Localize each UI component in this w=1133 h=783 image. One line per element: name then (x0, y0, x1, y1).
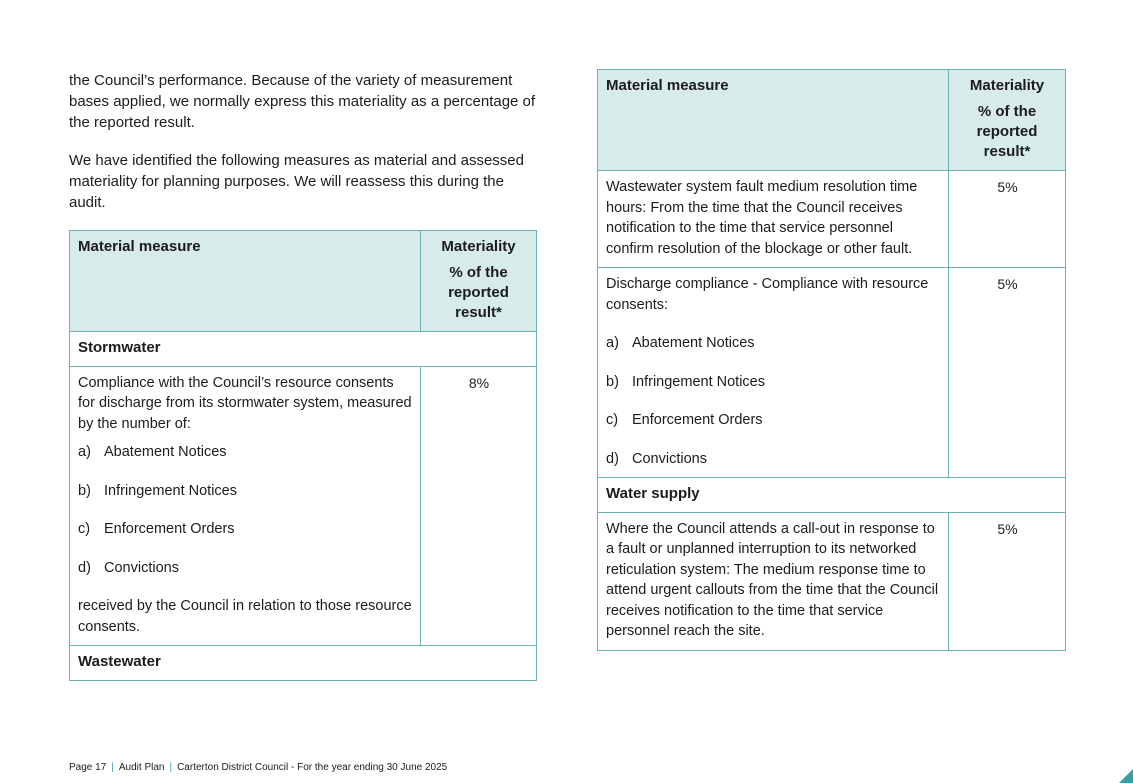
list-item (78, 481, 413, 502)
footer-section: Audit Plan (118, 762, 165, 773)
col-header-materiality (949, 70, 1066, 171)
table-row (70, 366, 537, 646)
section-stormwater: Stormwater (70, 332, 537, 367)
corner-accent-triangle (1119, 769, 1133, 783)
materiality-value: 5% (949, 512, 1066, 650)
list-item (606, 410, 941, 431)
measure-text: Compliance with the Council’s resource consents for discharge from its stormwater system, measured by the number of: (78, 374, 412, 432)
right-column (597, 69, 1066, 651)
col-header-materiality-title: Materiality (969, 77, 1045, 94)
intro-paragraph-2: We have identified the following measures as material and assessed materiality for planning purposes. We will reassess this during the audit. (69, 152, 524, 211)
measure-list (78, 442, 413, 578)
left-column (69, 70, 537, 681)
list-label: Enforcement Orders (104, 521, 235, 537)
col-header-measure: Material measure (598, 70, 949, 171)
col-header-materiality-sub: % of the reported result* (976, 103, 1038, 160)
section-wastewater: Wastewater (70, 646, 537, 681)
footer-document-title: Carterton District Council - For the year ending 30 June 2025 (177, 762, 448, 773)
col-header-materiality (421, 231, 537, 332)
footer-separator: | (169, 762, 173, 773)
table-row (598, 268, 1066, 478)
list-item (606, 333, 941, 354)
col-header-materiality-sub: % of the reported result* (448, 264, 509, 321)
section-water-supply: Water supply (598, 478, 1066, 513)
measure-trailing-text: received by the Council in relation to those resource consents. (78, 598, 412, 635)
measure-cell (70, 366, 421, 646)
materiality-value: 5% (949, 268, 1066, 478)
measure-cell (598, 268, 949, 478)
table-row (598, 512, 1066, 650)
list-item (78, 558, 413, 579)
measure-list (606, 333, 941, 469)
list-letter: d) (78, 559, 91, 576)
measure-cell: Wastewater system fault medium resolution time hours: From the time that the Council receives notification to the time that service personnel confirm resolution of the blockage or other fault. (598, 171, 949, 268)
materiality-value: 8% (421, 366, 537, 646)
measure-cell: Where the Council attends a call-out in response to a fault or unplanned interruption to its networked reticulation system: The medium response time to attend urgent callouts from the time that the Council receives notification to the time that service personnel reach the site. (598, 512, 949, 650)
list-label: Convictions (104, 559, 179, 576)
list-label: Abatement Notices (104, 444, 227, 460)
intro-paragraph-1: the Council’s performance. Because of the variety of measurement bases applied, we normally express this materiality as a percentage of the reported result. (69, 72, 536, 131)
footer-page-number: Page 17 (69, 762, 107, 773)
list-item (78, 519, 413, 540)
list-item (606, 449, 941, 470)
col-header-materiality-title: Materiality (441, 238, 516, 255)
list-label: Infringement Notices (632, 373, 765, 390)
list-letter: d) (606, 450, 619, 467)
measure-text: Discharge compliance - Compliance with resource consents: (606, 276, 929, 313)
table-row (598, 171, 1066, 268)
list-letter: c) (606, 412, 619, 428)
list-item (606, 372, 941, 393)
list-label: Abatement Notices (632, 335, 755, 351)
list-letter: a) (78, 444, 91, 460)
materiality-value: 5% (949, 171, 1066, 268)
materiality-table-right (597, 69, 1066, 651)
page-footer (69, 762, 447, 773)
list-letter: c) (78, 521, 91, 537)
list-letter: a) (606, 335, 619, 351)
col-header-measure: Material measure (70, 231, 421, 332)
list-letter: b) (606, 373, 619, 390)
list-label: Convictions (632, 450, 707, 467)
list-letter: b) (78, 482, 91, 499)
list-item (78, 442, 413, 463)
list-label: Infringement Notices (104, 482, 237, 499)
footer-separator: | (111, 762, 114, 773)
materiality-table-left (69, 230, 537, 681)
list-label: Enforcement Orders (632, 412, 763, 428)
